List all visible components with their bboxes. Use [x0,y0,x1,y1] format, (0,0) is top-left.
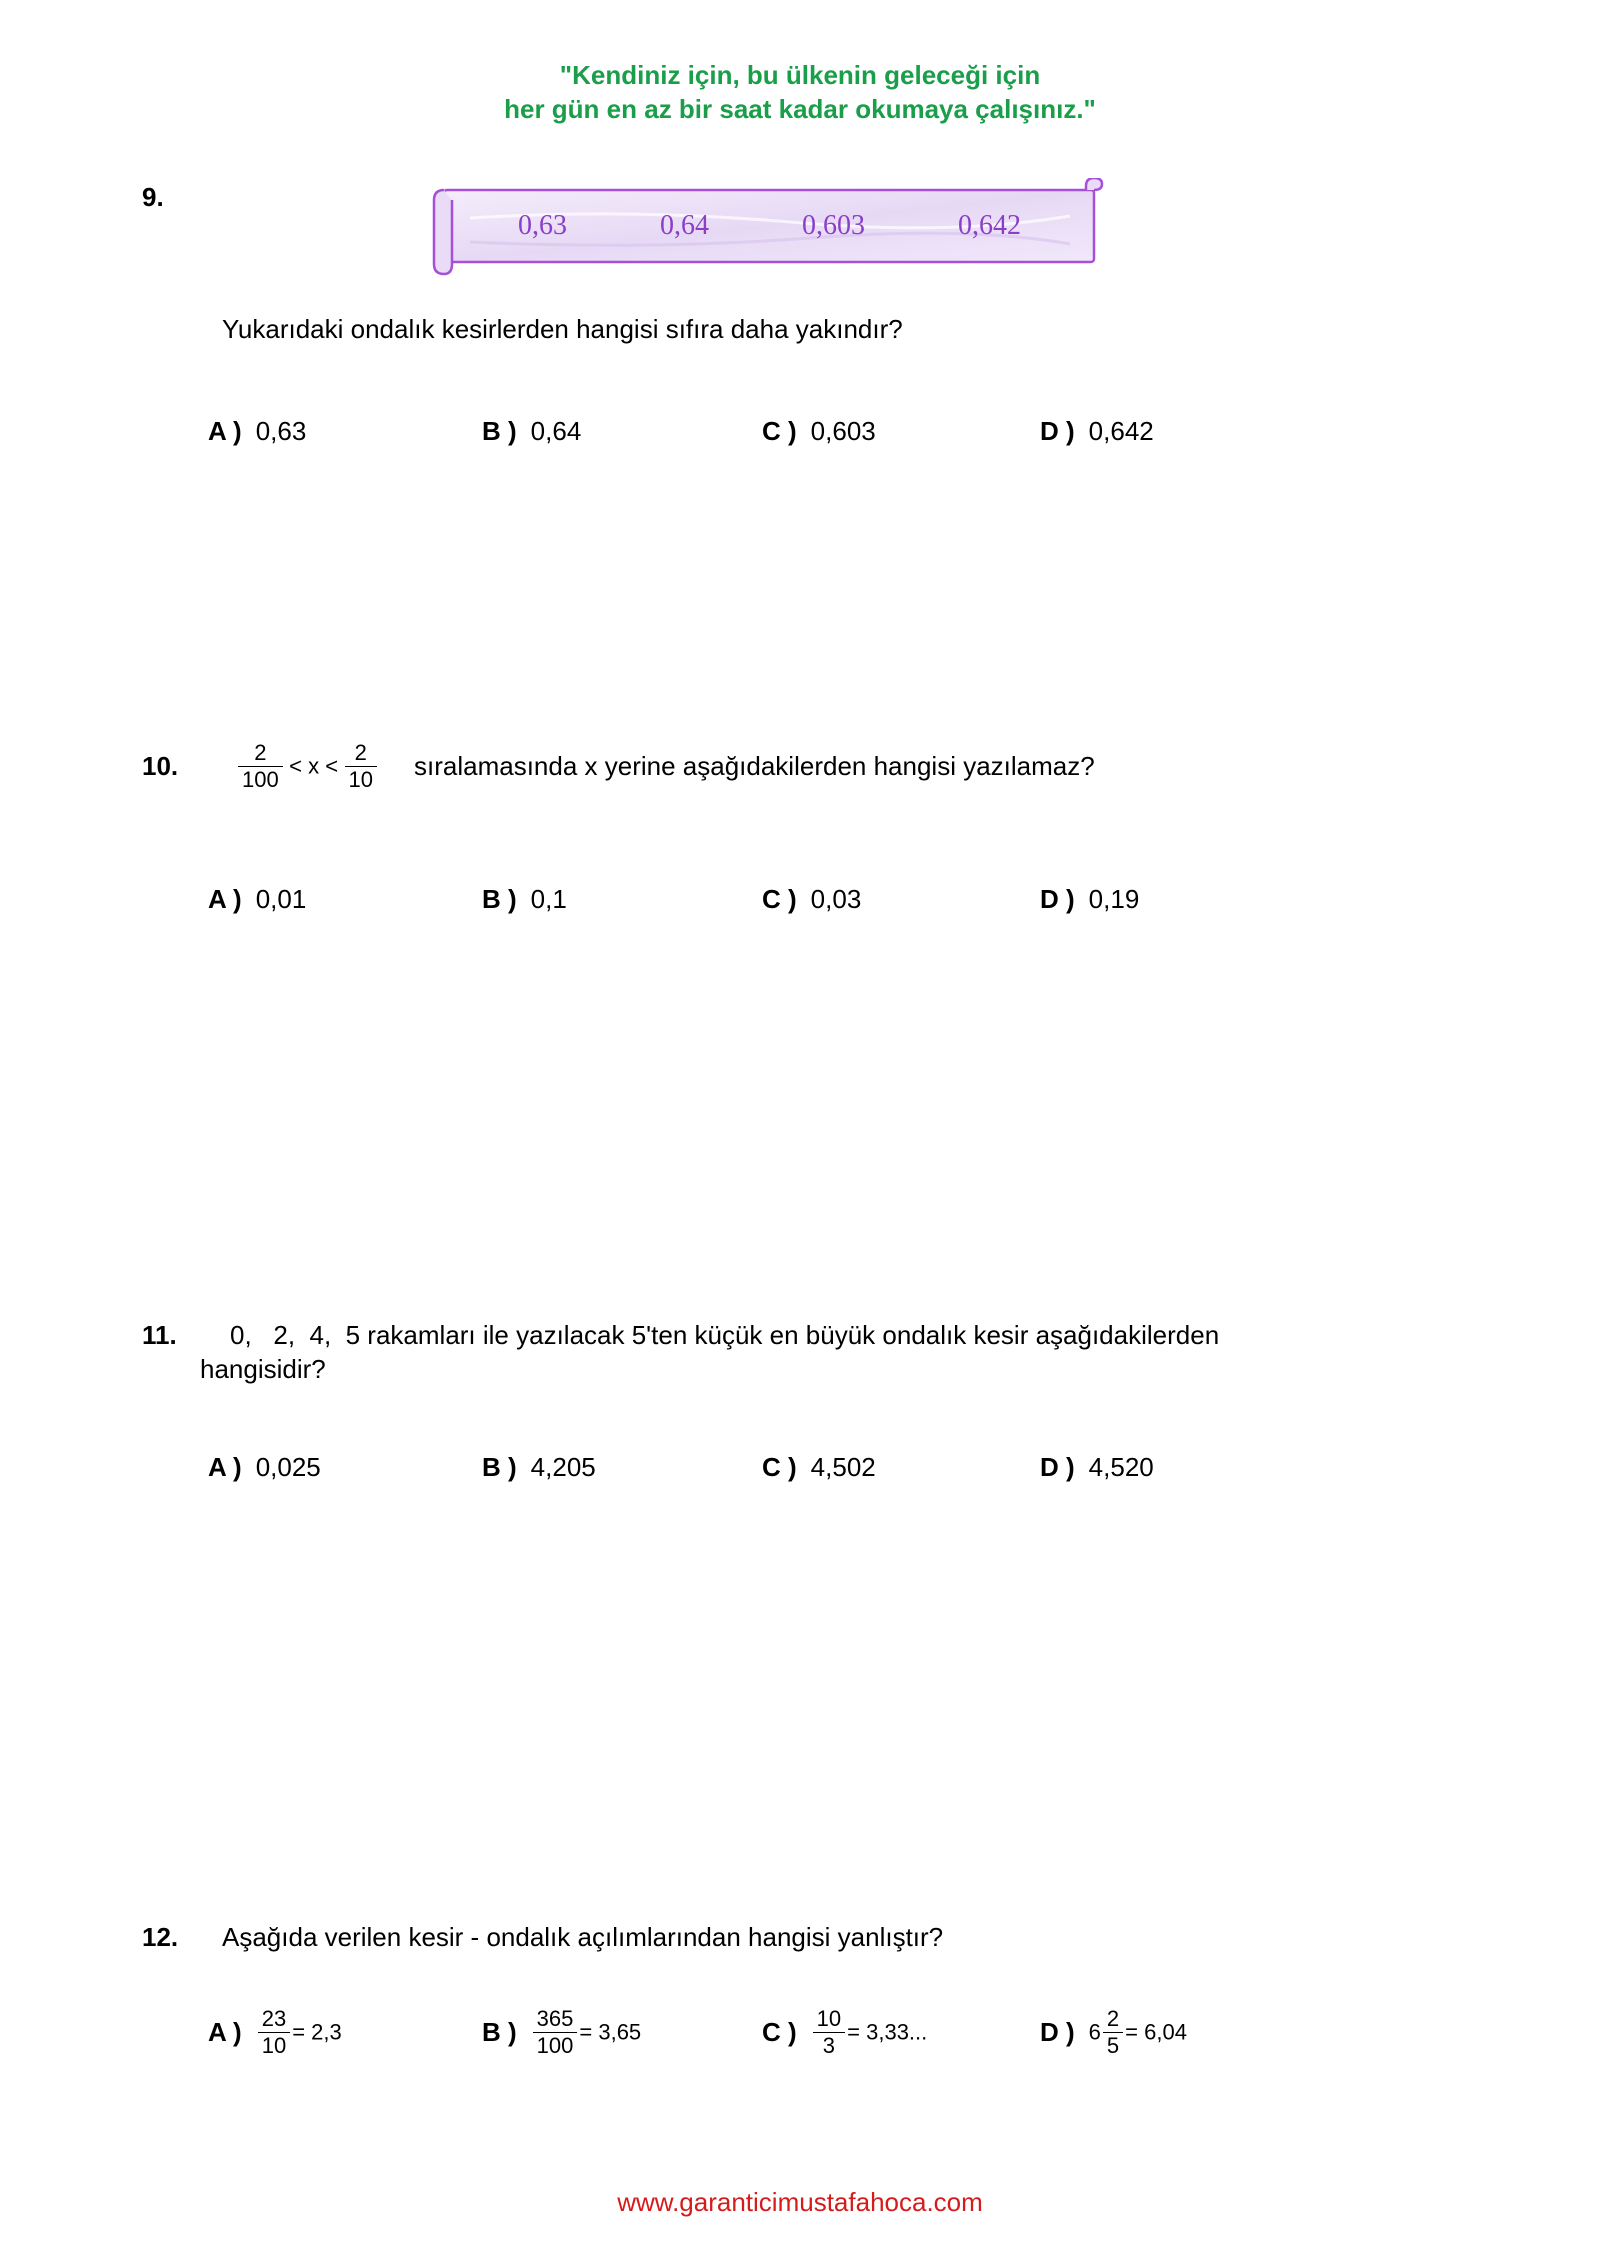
q10-option-b[interactable]: B ) 0,1 [482,884,567,914]
fraction-2-10: $\frac{2}{10}$ [345,740,377,793]
q9-option-c[interactable]: C ) 0,603 [762,416,876,446]
q11-option-c[interactable]: C ) 4,502 [762,1452,876,1482]
number-scroll-banner [430,178,1110,278]
question-10-number: 10. [142,751,179,781]
question-9-number: 9. [142,182,164,212]
q12-option-d[interactable]: D ) 6 $\frac{2}{5}$ = 6,04 [1040,2006,1187,2058]
fraction-23-10: $\frac{23}{10}$ [258,2006,290,2059]
q10-option-a[interactable]: A ) 0,01 [208,884,307,914]
motto-line-1: "Kendiniz için, bu ülkenin geleceği için [559,60,1041,90]
q12-option-b[interactable]: B ) $\frac{365}{100}$ = 3,65 [482,2006,642,2058]
q9-option-a[interactable]: A ) 0,63 [208,416,307,446]
q11-option-d[interactable]: D ) 4,520 [1040,1452,1154,1482]
q11-option-a[interactable]: A ) 0,025 [208,1452,321,1482]
fraction-10-3: $\frac{10}{3}$ [813,2006,845,2059]
fraction-6-2-5: $\frac{2}{5}$ [1103,2006,1123,2059]
fraction-2-100: $\frac{2}{100}$ [238,740,283,793]
question-12-number: 12. [142,1922,179,1952]
scroll-value-3: 0,603 [802,210,865,241]
question-11-text-line-2: hangisidir? [200,1354,326,1384]
q11-option-b[interactable]: B ) 4,205 [482,1452,596,1482]
question-12-text: Aşağıda verilen kesir - ondalık açılımlarından hangisi yanlıştır? [222,1922,944,1952]
question-11-number: 11. [142,1320,177,1350]
scroll-value-1: 0,63 [518,210,567,241]
scroll-value-2: 0,64 [660,210,709,241]
question-9-text: Yukarıdaki ondalık kesirlerden hangisi sıfıra daha yakındır? [222,314,903,344]
q12-option-c[interactable]: C ) $\frac{10}{3}$ = 3,33... [762,2006,928,2058]
q12-option-a[interactable]: A ) $\frac{23}{10}$ = 2,3 [208,2006,342,2058]
q10-option-c[interactable]: C ) 0,03 [762,884,862,914]
question-11-text-line-1: 0, 2, 4, 5 rakamları ile yazılacak 5'ten küçük en büyük ondalık kesir aşağıdakilerden [230,1320,1220,1350]
motto-line-2: her gün en az bir saat kadar okumaya çalışınız." [504,94,1096,124]
q9-option-b[interactable]: B ) 0,64 [482,416,582,446]
q10-option-d[interactable]: D ) 0,19 [1040,884,1140,914]
question-10-inequality: $\frac{2}{100}$ < x < $\frac{2}{10}$ [236,740,379,793]
footer-website[interactable]: www.garanticimustafahoca.com [617,2187,983,2217]
fraction-365-100: $\frac{365}{100}$ [533,2006,578,2059]
question-10-text: sıralamasında x yerine aşağıdakilerden hangisi yazılamaz? [414,751,1095,781]
scroll-value-4: 0,642 [958,210,1021,241]
q9-option-d[interactable]: D ) 0,642 [1040,416,1154,446]
